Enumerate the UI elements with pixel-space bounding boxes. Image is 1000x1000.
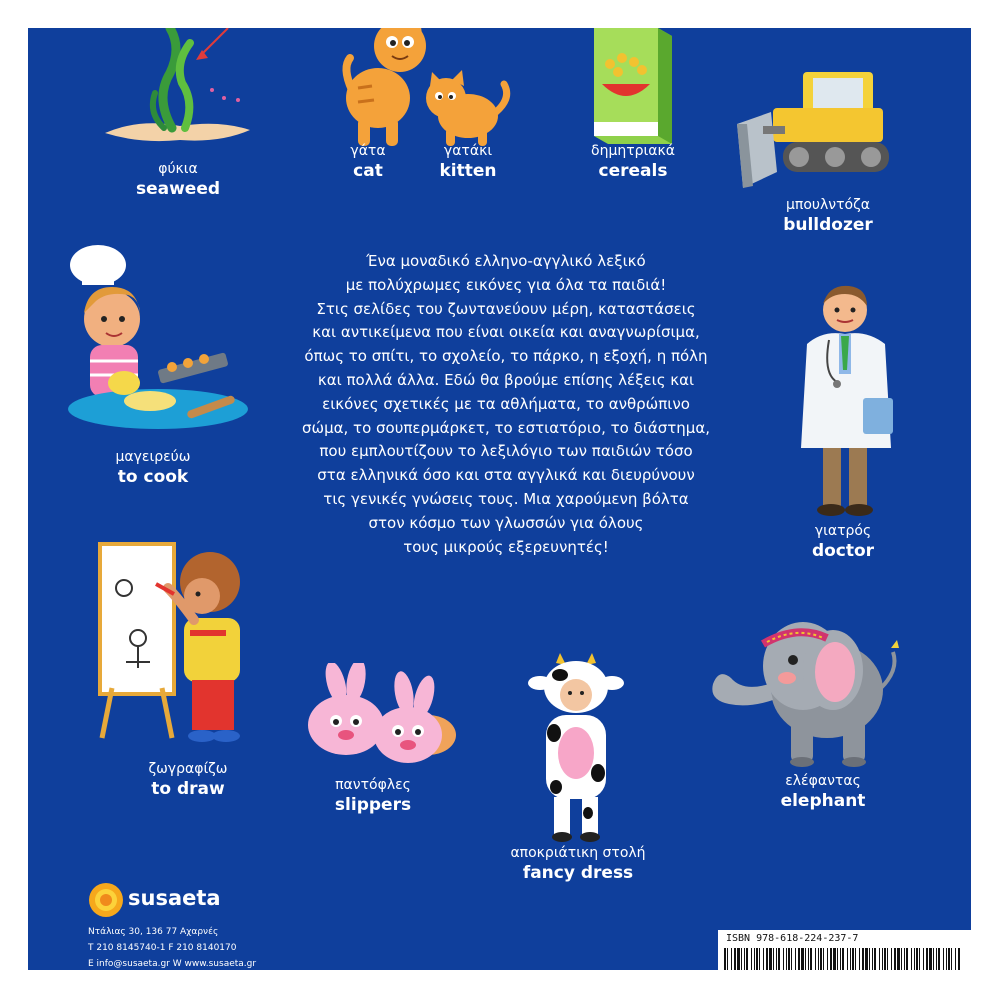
barcode-bar [865, 948, 868, 970]
cat-illustration [328, 28, 518, 148]
barcode-bar [744, 948, 745, 970]
barcode-bar [901, 948, 902, 970]
barcode-bar [827, 948, 828, 970]
barcode-bar [737, 948, 740, 970]
barcode-bar [906, 948, 908, 970]
bulldozer-illustration [733, 68, 903, 198]
barcode-bar [943, 948, 944, 970]
label-bulldozer [763, 196, 893, 236]
label-slippers [308, 776, 438, 816]
barcode-bar [818, 948, 819, 970]
greek-word: γατάκι [443, 143, 493, 159]
description-line: εικόνες σχετικές με τα αθλήματα, το ανθρώπινο [322, 394, 690, 413]
barcode-bar [810, 948, 812, 970]
description-line: τις γενικές γνώσεις τους. Μια χαρούμενη βόλτα [323, 489, 689, 508]
barcode-bar [852, 948, 854, 970]
label-fancy-dress [478, 844, 678, 884]
label-draw [123, 760, 253, 800]
description-text [276, 250, 736, 559]
sun-logo-icon [88, 882, 124, 918]
barcode-bar [837, 948, 838, 970]
label-elephant [758, 772, 888, 812]
greek-word: αποκριάτικη στολή [510, 845, 646, 861]
publisher-phone: T 210 8145740-1 F 210 8140170 [88, 943, 237, 953]
barcode-bar [724, 948, 726, 970]
barcode-bar [855, 948, 856, 970]
cow-costume-illustration [526, 653, 626, 843]
barcode-bar [763, 948, 764, 970]
description-line: τους μικρούς εξερευνητές! [403, 537, 609, 556]
barcode-bar [919, 948, 920, 970]
barcode-bar [746, 948, 748, 970]
barcode-bar [938, 948, 940, 970]
description-line: Στις σελίδες του ζωντανεύουν μέρη, καταστάσεις [316, 299, 696, 318]
elephant-illustration [703, 608, 903, 778]
barcode-area [718, 930, 971, 970]
barcode-bar [833, 948, 836, 970]
description-line: και πολλά άλλα. Εδώ θα βρούμε επίσης λέξεις και [317, 370, 695, 389]
doctor-illustration [793, 278, 903, 518]
greek-word: ζωγραφίζω [148, 761, 228, 777]
barcode-bar [951, 948, 952, 970]
english-word: to draw [151, 779, 225, 799]
barcode-bar [897, 948, 900, 970]
isbn-label: ISBN 978-618-224-237-7 [726, 933, 859, 944]
bunny-slippers-illustration [298, 663, 458, 773]
barcode-bar [869, 948, 870, 970]
label-cereals [573, 142, 693, 182]
barcode-bar [914, 948, 915, 970]
barcode-bar [788, 948, 790, 970]
barcode-bar [936, 948, 937, 970]
barcode-bar [805, 948, 806, 970]
barcode-bar [879, 948, 880, 970]
barcode [724, 948, 964, 970]
barcode-bar [808, 948, 809, 970]
barcode-bar [756, 948, 758, 970]
greek-word: παντόφλες [335, 777, 411, 793]
barcode-bar [741, 948, 742, 970]
english-word: kitten [439, 161, 497, 181]
barcode-bar [872, 948, 873, 970]
barcode-bar [820, 948, 822, 970]
barcode-bar [801, 948, 804, 970]
greek-word: δημητριακά [591, 143, 675, 159]
greek-word: μαγειρεύω [115, 449, 191, 465]
barcode-bar [894, 948, 896, 970]
barcode-bar [859, 948, 860, 970]
publisher-address: Ντάλιας 30, 136 77 Αχαρνές [88, 927, 219, 937]
barcode-bar [904, 948, 905, 970]
seaweed-illustration [100, 28, 260, 148]
label-doctor [778, 522, 908, 562]
cereal-box-illustration [588, 28, 688, 146]
label-cat [328, 142, 408, 182]
description-line: σώμα, το σουπερμάρκετ, το εστιατόριο, το διάστημα, [302, 418, 710, 437]
barcode-bar [911, 948, 912, 970]
description-line: που εμπλουτίζουν το λεξιλόγιο των παιδιών τόσο [319, 442, 693, 461]
description-line: όπως το σπίτι, το σχολείο, το πάρκο, η εξοχή, η πόλη [304, 347, 708, 366]
barcode-bar [727, 948, 728, 970]
barcode-bar [773, 948, 774, 970]
barcode-bar [923, 948, 924, 970]
greek-word: ελέφαντας [785, 773, 861, 789]
label-cook [88, 448, 218, 488]
barcode-bar [759, 948, 760, 970]
barcode-bar [778, 948, 780, 970]
greek-word: γιατρός [814, 523, 872, 539]
barcode-bar [791, 948, 792, 970]
english-word: to cook [117, 467, 189, 487]
publisher-name: susaeta [128, 886, 221, 910]
barcode-bar [776, 948, 777, 970]
barcode-bar [751, 948, 752, 970]
barcode-bar [929, 948, 932, 970]
barcode-bar [840, 948, 841, 970]
description-line: Ένα μοναδικό ελληνο-αγγλικό λεξικό [366, 252, 646, 270]
description-line: στα ελληνικά όσο και στα αγγλικά και διευρύνουν [317, 466, 695, 485]
barcode-bar [850, 948, 851, 970]
english-word: slippers [334, 795, 412, 815]
english-word: cat [353, 161, 383, 181]
english-word: cereals [598, 161, 668, 181]
book-back-cover [28, 28, 971, 970]
barcode-bar [882, 948, 883, 970]
barcode-bar [830, 948, 832, 970]
description-line: στον κόσμο των γλωσσών για όλους [368, 513, 644, 532]
cooking-girl-illustration [68, 243, 248, 433]
publisher-contact: E info@susaeta.gr W www.susaeta.gr [88, 959, 257, 969]
greek-word: γάτα [350, 143, 386, 159]
english-word: fancy dress [522, 863, 634, 883]
barcode-bar [786, 948, 787, 970]
barcode-bar [731, 948, 732, 970]
barcode-bar [884, 948, 886, 970]
label-kitten [428, 142, 508, 182]
barcode-bar [955, 948, 956, 970]
barcode-bar [916, 948, 918, 970]
barcode-bar [946, 948, 947, 970]
barcode-bar [769, 948, 772, 970]
barcode-bar [933, 948, 934, 970]
barcode-bar [847, 948, 848, 970]
drawing-child-illustration [98, 538, 258, 748]
description-line: και αντικείμενα που είναι οικεία και αναγνωρίσιμα, [312, 323, 700, 342]
barcode-bar [815, 948, 816, 970]
barcode-bar [823, 948, 824, 970]
barcode-bar [887, 948, 888, 970]
barcode-bar [754, 948, 755, 970]
barcode-bar [766, 948, 768, 970]
barcode-bar [734, 948, 736, 970]
barcode-bar [948, 948, 950, 970]
barcode-bar [891, 948, 892, 970]
english-word: elephant [780, 791, 866, 811]
english-word: seaweed [135, 179, 221, 199]
barcode-bar [874, 948, 876, 970]
english-word: bulldozer [783, 215, 873, 235]
label-seaweed [113, 160, 243, 200]
barcode-bar [926, 948, 928, 970]
description-line: με πολύχρωμες εικόνες για όλα τα παιδιά! [345, 275, 667, 294]
greek-word: φύκια [158, 161, 198, 177]
barcode-bar [842, 948, 844, 970]
barcode-bar [958, 948, 960, 970]
barcode-bar [798, 948, 800, 970]
barcode-bar [783, 948, 784, 970]
english-word: doctor [811, 541, 875, 561]
greek-word: μπουλντόζα [786, 197, 870, 213]
barcode-bar [795, 948, 796, 970]
barcode-bar [862, 948, 864, 970]
